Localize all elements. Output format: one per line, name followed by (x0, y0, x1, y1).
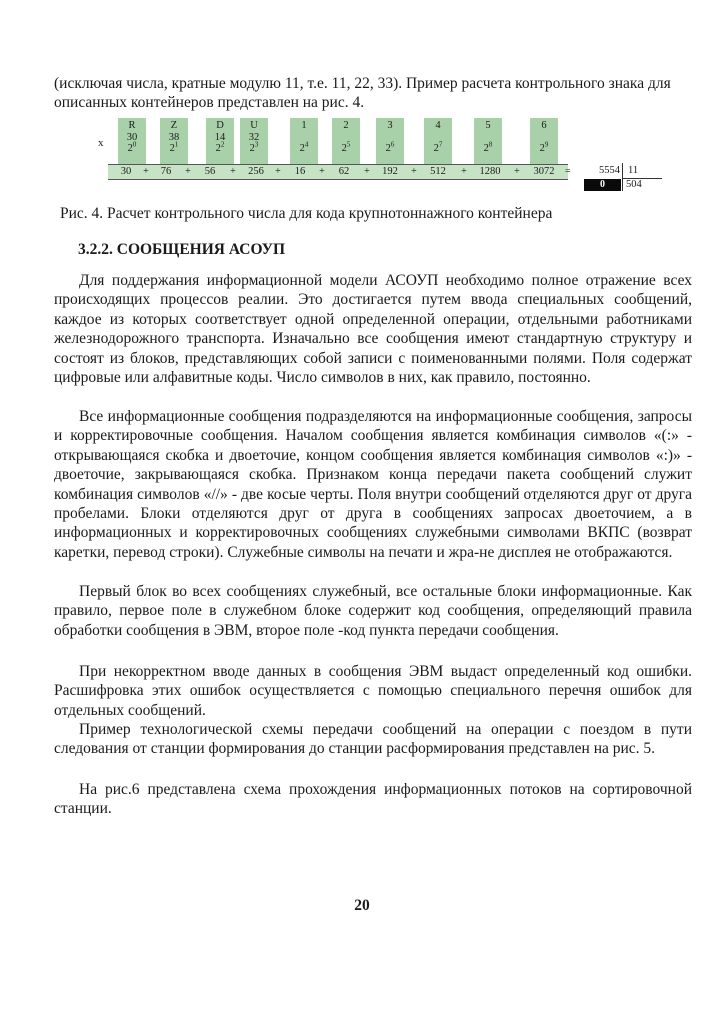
paragraph-6: На рис.6 представлена схема прохождения информационных потоков на сортировочной станции. (54, 781, 692, 818)
page-number: 20 (354, 897, 370, 914)
column-power (474, 140, 502, 155)
power-exponent: 7 (438, 140, 443, 149)
figure-column-8 (424, 118, 452, 164)
column-power (530, 140, 558, 155)
column-value: 30 (126, 131, 138, 143)
figure-column-5 (290, 118, 318, 164)
plus-sign: + (411, 166, 417, 177)
column-value: 14 (214, 131, 226, 143)
power-base: 2 (385, 143, 391, 154)
plus-sign: + (143, 166, 149, 177)
column-letter: Z (170, 120, 178, 131)
column-letter: U (250, 120, 258, 131)
paragraph-2: Все информационные сообщения подразделяются на информационные сообщения, запросы и корректировочные сообщения. Началом сообщения является комбинация символов «(:» - открывающаяся скобка и двоеточие, концом сообщения является комбинация символов «:)» - двоеточие, закрывающаяся скобка. Признаком конца передачи пакета сообщений служит комбинация символов «//» - две косые черты. Поля внутри сообщений отделяются друг от друга пробелами. Блоки отделяются друг от друга в сообщениях запросах двоеточием, а в информационных и корректировочных сообщениях служебными символами ВКПС (возврат каретки, перевод строки). Служебные символы на печати и жра-не дисплея не отображаются. (54, 408, 692, 561)
column-power (290, 140, 318, 155)
column-letter: 1 (301, 120, 307, 131)
plus-sign: + (319, 166, 325, 177)
column-product: 62 (338, 166, 350, 177)
figure-column-1 (118, 118, 146, 164)
column-power (206, 140, 234, 155)
column-power (376, 140, 404, 155)
power-exponent: 1 (174, 140, 179, 149)
figure-column-2 (160, 118, 188, 164)
column-letter: 6 (541, 120, 547, 131)
power-base: 2 (299, 143, 305, 154)
plus-sign: + (230, 166, 236, 177)
power-base: 2 (433, 143, 439, 154)
section-heading: 3.2.2. СООБЩЕНИЯ АСОУП (78, 241, 286, 258)
figure-column-7 (376, 118, 404, 164)
power-base: 2 (169, 143, 175, 154)
power-base: 2 (215, 143, 221, 154)
plus-sign: + (185, 166, 191, 177)
check-digit-figure (90, 116, 690, 196)
column-product: 16 (294, 166, 306, 177)
plus-sign: + (514, 166, 520, 177)
power-exponent: 9 (544, 140, 549, 149)
paragraph-1: Для поддержания информационной модели АСОУП необходимо полное отражение всех происходящих процессов реалии. Это достигается путем ввода специальных сообщений, каждое из которых соответствует одной определенной операции, отдельными работниками железнодорожного транспорта. Изначально все сообщения имеют стандартную структуру и состоят из блоков, представляющих собой записи с поименованными полями. Поля содержат цифровые или алфавитные коды. Число символов в них, как правило, постоянно. (54, 272, 692, 387)
plus-sign: + (461, 166, 467, 177)
power-exponent: 0 (132, 140, 137, 149)
power-exponent: 2 (220, 140, 225, 149)
power-base: 2 (483, 143, 489, 154)
division-bar (622, 163, 623, 191)
figure-column-6 (332, 118, 360, 164)
column-power (332, 140, 360, 155)
column-letter: D (216, 120, 224, 131)
column-power (160, 140, 188, 155)
quotient-value: 504 (626, 179, 642, 190)
figure-caption: Рис. 4. Расчет контрольного числа для кода крупнотоннажного контейнера (60, 205, 553, 222)
column-product: 512 (430, 166, 446, 177)
column-letter: 2 (343, 120, 349, 131)
sum-value: 5554 (599, 165, 620, 176)
remainder-value: 0 (584, 179, 621, 191)
figure-column-3 (206, 118, 234, 164)
power-exponent: 4 (304, 140, 309, 149)
divisor-value: 11 (628, 165, 639, 176)
column-product: 256 (248, 166, 264, 177)
column-product: 1280 (479, 166, 501, 177)
paragraph-3: Первый блок во всех сообщениях служебный, все остальные блоки информационные. Как правило, первое поле в служебном блоке содержит код сообщения, определяющий правила обработки сообщения в ЭВМ, второе поле -код пункта передачи сообщения. (54, 583, 692, 639)
column-letter: 5 (485, 120, 491, 131)
equals-sign: = (565, 166, 571, 177)
column-letter: 3 (387, 120, 393, 131)
intro-paragraph: (исключая числа, кратные модулю 11, т.е. 11, 22, 33). Пример расчета контрольного знака для описанных контейнеров представлен на рис. 4. (54, 75, 671, 112)
power-exponent: 3 (254, 140, 259, 149)
column-product: 76 (160, 166, 172, 177)
power-exponent: 8 (488, 140, 493, 149)
column-product: 56 (204, 166, 216, 177)
paragraph-4: При некорректном вводе данных в сообщения ЭВМ выдаст определенный код ошибки. Расшифровка этих ошибок осуществляется с помощью специального перечня ошибок для отдельных сообщений. (54, 663, 692, 719)
figure-column-4 (240, 118, 268, 164)
column-product: 30 (120, 166, 132, 177)
column-product: 3072 (533, 166, 555, 177)
column-power (424, 140, 452, 155)
power-exponent: 6 (390, 140, 395, 149)
multiply-sign: x (98, 137, 104, 149)
plus-sign: + (364, 166, 370, 177)
figure-column-10 (530, 118, 558, 164)
column-value: 38 (168, 131, 180, 143)
column-product: 192 (382, 166, 398, 177)
paragraph-5: Пример технологической схемы передачи сообщений на операции с поездом в пути следования от станции формирования до станции расформирования представлен на рис. 5. (54, 721, 692, 758)
column-letter: 4 (435, 120, 441, 131)
column-power (118, 140, 146, 155)
power-exponent: 5 (346, 140, 351, 149)
power-base: 2 (249, 143, 255, 154)
column-power (240, 140, 268, 155)
power-base: 2 (341, 143, 347, 154)
column-letter: R (128, 120, 136, 131)
power-base: 2 (539, 143, 545, 154)
column-value: 32 (248, 131, 260, 143)
plus-sign: + (275, 166, 281, 177)
figure-column-9 (474, 118, 502, 164)
power-base: 2 (127, 143, 133, 154)
